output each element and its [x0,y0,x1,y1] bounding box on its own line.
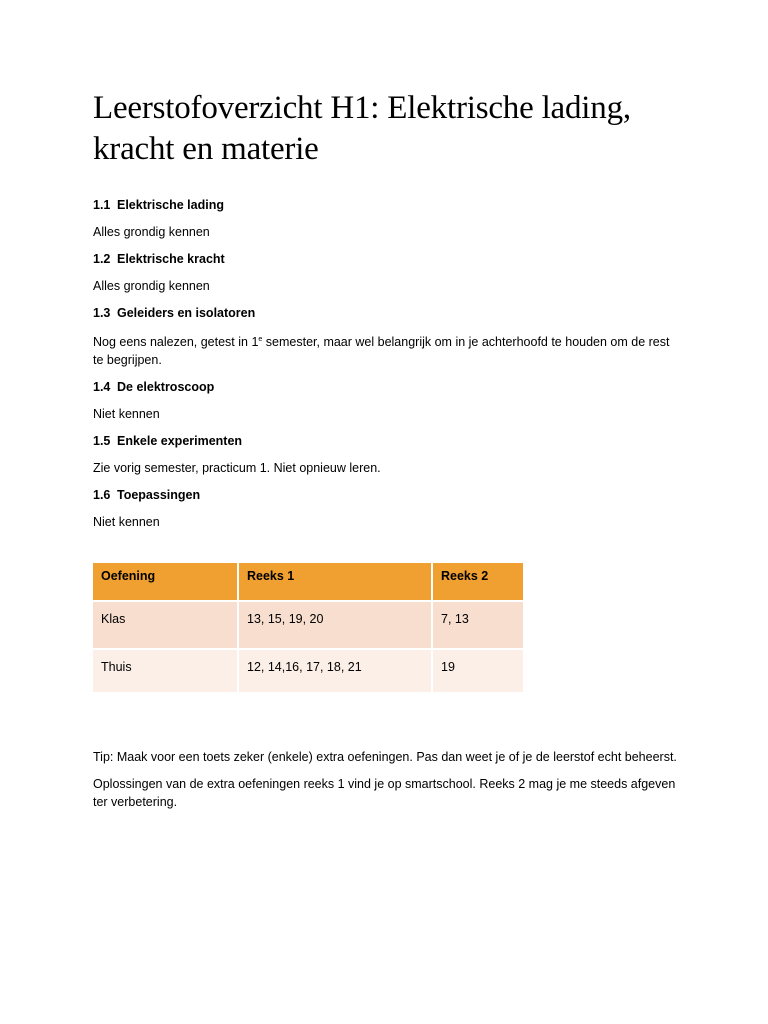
section-title: Geleiders en isolatoren [117,306,256,320]
section-text: Niet kennen [93,515,160,529]
section-heading [93,378,683,396]
section-text: Alles grondig kennen [93,225,210,239]
section-number: 1.5 [93,434,111,448]
section-text: Alles grondig kennen [93,279,210,293]
section-number: 1.4 [93,380,111,394]
document-page [93,88,683,820]
page-title: Leerstofoverzicht H1: Elektrische lading, kracht en materie [93,90,631,167]
solutions-text: Oplossingen van de extra oefeningen reeks 1 vind je op smartschool. Reeks 2 mag je me steeds afgeven ter verbetering. [93,777,676,809]
text-part: Nog eens nalezen, getest in 1 [93,335,259,349]
table-cell: Thuis [93,650,237,692]
section-1-1 [93,196,683,241]
text-part: semester, maar wel belangrijk om in je achterhoofd te houden om de rest te begrijpen. [93,335,670,367]
table-row [93,650,523,692]
table-header-cell: Reeks 2 [433,563,523,600]
section-text: Zie vorig semester, practicum 1. Niet opnieuw leren. [93,461,381,475]
section-number: 1.1 [93,198,111,212]
section-1-4 [93,378,683,423]
section-title: De elektroscoop [117,380,215,394]
section-heading [93,486,683,504]
section-number: 1.6 [93,488,111,502]
tip-text: Tip: Maak voor een toets zeker (enkele) extra oefeningen. Pas dan weet je of je de leerstof echt beheerst. [93,750,677,764]
table-cell: 13, 15, 19, 20 [239,602,431,648]
table-header-cell: Oefening [93,563,237,600]
section-number: 1.2 [93,252,111,266]
section-heading [93,250,683,268]
section-1-6 [93,486,683,531]
notes [93,748,683,811]
section-title: Elektrische kracht [117,252,225,266]
table-header-row [93,563,523,600]
section-title: Enkele experimenten [117,434,243,448]
section-1-5 [93,432,683,477]
table-cell: Klas [93,602,237,648]
exercise-table [91,561,525,694]
superscript: e [258,336,263,343]
table-cell: 12, 14,16, 17, 18, 21 [239,650,431,692]
section-1-2 [93,250,683,295]
section-1-3 [93,304,683,369]
table-cell: 19 [433,650,523,692]
section-title: Elektrische lading [117,198,224,212]
section-text [93,331,683,369]
section-text: Niet kennen [93,407,160,421]
table-header-cell: Reeks 1 [239,563,431,600]
table-row [93,602,523,648]
table-cell: 7, 13 [433,602,523,648]
section-heading [93,432,683,450]
section-number: 1.3 [93,306,111,320]
sections [93,196,683,811]
section-heading [93,304,683,322]
section-title: Toepassingen [117,488,201,502]
section-heading [93,196,683,214]
